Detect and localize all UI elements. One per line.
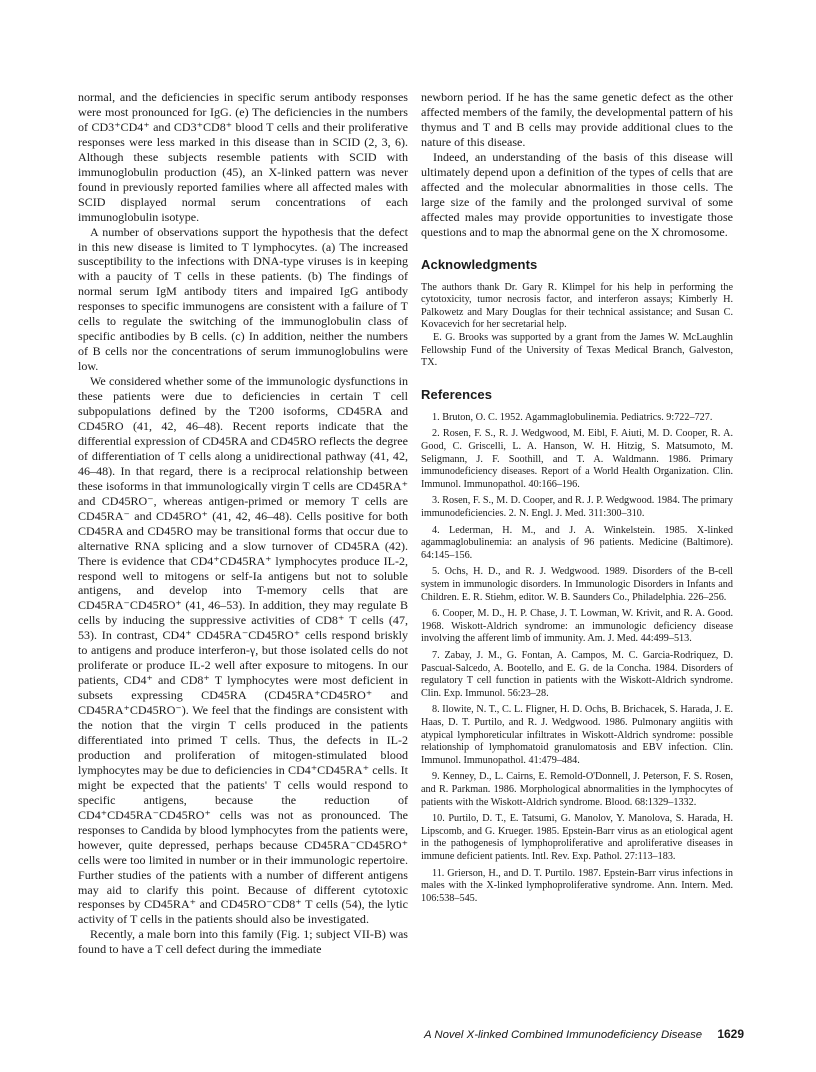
body-paragraph: normal, and the deficiencies in specific serum antibody responses were most pronounced for IgG. (e) The deficiencies in the numbers of CD3⁺CD4⁺ and CD3⁺CD8⁺ blood T cells and their proliferative responses were less marked in this disease than in SCID (2, 3, 6). Although these subjects resemble patients with SCID with immunoglobulin production (45), an X-linked pattern was never found in previously reported families where all affected males with SCID displayed normal serum concentrations of each immunoglobulin isotype. [78, 90, 408, 224]
reference-item: 1. Bruton, O. C. 1952. Agammaglobulinemia. Pediatrics. 9:722–727. [432, 411, 713, 423]
reference-item: 4. Lederman, H. M., and J. A. Winkelstein. 1985. X-linked agammaglobulinemia: an analysis of 96 patients. Medicine (Baltimore). 64:145–156. [421, 524, 733, 561]
reference-item: 8. Ilowite, N. T., C. L. Fligner, H. D. Ochs, B. Brichacek, S. Harada, J. E. Haas, D. T. Purtilo, and R. J. Wedgwood. 1986. Pulmonary angiitis with atypical lymphoreticular infiltrates in Wiskott-Aldrich syndrome: possible relationship of lymphomatoid granulomatosis and EBV infection. Clin. Immunol. Immunopathol. 41:479–484. [421, 704, 733, 766]
references-heading: References [421, 386, 493, 402]
running-title: A Novel X-linked Combined Immunodeficiency Disease [424, 1029, 703, 1041]
body-paragraph: Recently, a male born into this family (Fig. 1; subject VII-B) was found to have a T cell defect during the immediate [78, 927, 408, 957]
reference-item: 10. Purtilo, D. T., E. Tatsumi, G. Manolov, Y. Manolova, S. Harada, H. Lipscomb, and G. Krueger. 1985. Epstein-Barr virus as an etiological agent in the pathogenesis of lymphoproliferative and aproliferative diseases in immune deficient patients. Intl. Rev. Exp. Pathol. 27:113–183. [421, 813, 733, 862]
reference-item: 3. Rosen, F. S., M. D. Cooper, and R. J. P. Wedgwood. 1984. The primary immunodeficiencies. 2. N. Engl. J. Med. 311:300–310. [421, 495, 733, 519]
right-column [421, 90, 733, 909]
reference-item: 7. Zabay, J. M., G. Fontan, A. Campos, M. C. Garcia-Rodriquez, D. Pascual-Salcedo, A. Bootello, and E. G. de la Concha. 1984. Disorders of regulatory T cell function in patients with the Wiskott-Aldrich syndrome. Clin. Exp. Immunol. 56:23–28. [421, 650, 733, 699]
reference-item: 9. Kenney, D., L. Cairns, E. Remold-O'Donnell, J. Peterson, F. S. Rosen, and R. Parkman. 1986. Morphological abnormalities in the lymphocytes of patients with the Wiskott-Aldrich syndrome. Blood. 68:1329–1332. [421, 771, 733, 808]
body-paragraph: Indeed, an understanding of the basis of this disease will ultimately depend upon a definition of the types of cells that are affected and the molecular abnormalities in those cells. The large size of the family and the prolonged survival of some affected males may provide opportunities to investigate those questions and to map the abnormal gene on the X chromosome. [421, 149, 733, 239]
reference-item: 5. Ochs, H. D., and R. J. Wedgwood. 1989. Disorders of the B-cell system in immunologic disorders. In Immunologic Disorders in Infants and Children. E. R. Stiehm, editor. W. B. Saunders Co., Philadelphia. 226–256. [421, 566, 733, 603]
body-paragraph: newborn period. If he has the same genetic defect as the other affected members of the family, the developmental pattern of his thymus and T and B cells may provide additional clues to the nature of this disease. [421, 90, 733, 149]
body-paragraph: A number of observations support the hypothesis that the defect in this new disease is limited to T lymphocytes. (a) The increased susceptibility to the infections with DNA-type viruses is in keeping with a paucity of T cells in these patients. (b) The findings of normal serum IgM antibody titers and impaired IgG antibody responses to specific immunogens are consistent with a failure of T cells to regulate the switching of the immunoglobulin class of specific antibodies by B cells. (c) In addition, neither the numbers of B cells nor the concentrations of serum immunoglobulins were low. [78, 224, 408, 374]
reference-item: 6. Cooper, M. D., H. P. Chase, J. T. Lowman, W. Krivit, and R. A. Good. 1968. Wiskott-Aldrich syndrome: an immunologic deficiency disease involving the afferent limb of immunity. Am. J. Med. 44:499–513. [421, 608, 733, 645]
page-number: 1629 [717, 1027, 745, 1041]
reference-list [421, 412, 733, 906]
acknowledgment-paragraph: E. G. Brooks was supported by a grant from the James W. McLaughlin Fellowship Fund of the University of Texas Medical Branch, Galveston, TX. [421, 331, 733, 369]
reference-item: 11. Grierson, H., and D. T. Purtilo. 1987. Epstein-Barr virus infections in males with the X-linked lymphoproliferative syndrome. Ann. Intern. Med. 106:538–545. [421, 867, 733, 904]
reference-item: 2. Rosen, F. S., R. J. Wedgwood, M. Eibl, F. Aiuti, M. D. Cooper, R. A. Good, C. Griscelli, L. A. Hanson, W. H. Hitzig, S. Matsumoto, M. Seligmann, J. F. Soothill, and T. A. Waldmann. 1986. Primary immunodeficiency diseases. Report of a World Health Organization. Clin. Immunol. Immunopathol. 40:166–196. [421, 428, 733, 490]
acknowledgment-paragraph: The authors thank Dr. Gary R. Klimpel for his help in performing the cytotoxicity, tumor necrosis factor, and interferon assays; Kimberly H. Palkowetz and Mary Douglas for their technical assistance; and Susan C. Kovacevich for her secretarial help. [421, 281, 733, 331]
left-column [78, 90, 408, 957]
acknowledgments-section [421, 282, 733, 370]
page-footer [424, 1027, 745, 1041]
acknowledgments-heading: Acknowledgments [421, 256, 538, 272]
body-paragraph: We considered whether some of the immunologic dysfunctions in these patients were due to deficiencies in certain T cell subpopulations defined by the T200 isoforms, CD45RA and CD45RO (41, 42, 46–48). Recent reports indicate that the differential expression of CD45RA and CD45RO reflects the degree of differentiation of T cells along a unidirectional pathway (41, 42, 46–48). In that regard, there is a reciprocal relationship between these isoforms in that immunologically virgin T cells are CD45RA⁺ and CD45RO⁻, whereas antigen-primed or memory T cells are CD45RA⁻ and CD45RO⁺ (41, 42, 46–48). Cells positive for both CD45RA and CD45RO may be transitional forms that occur due to alternative RNA splicing and a slow turnover of CD45RA (42). There is evidence that CD4⁺CD45RA⁺ lymphocytes produce IL-2, respond well to mitogens or self-Ia antigens but not to soluble antigens, and develop into T-memory cells that are CD45RA⁻CD45RO⁺ (41, 46–53). In addition, they may regulate B cells by inducing the suppressive activities of CD8⁺ T cells (47, 53). In contrast, CD4⁺ CD45RA⁻CD45RO⁺ cells respond briskly to antigens and produce interferon-γ, but those isolated cells do not proliferate or produce IL-2 well after exposure to mitogens. In our patients, CD4⁺ and CD8⁺ T lymphocytes were most deficient in subsets expressing CD45RA (CD45RA⁺CD45RO⁺ and CD45RA⁺CD45RO⁻). We feel that the findings are consistent with the notion that the virgin T cells produced in the patients differentiated into primed T cells. Thus, the defects in IL-2 production and proliferation of mitogen-stimulated blood lymphocytes may be due to deficiencies in CD4⁺CD45RA⁺ cells. It might be expected that the patients' T cells would respond to specific antigens, because the reduction of CD4⁺CD45RA⁻CD45RO⁺ cells was not as pronounced. The responses to Candida by blood lymphocytes from the patients were, however, quite depressed, perhaps because CD45RA⁻CD45RO⁺ cells were too limited in number or in their immunologic repertoire. Further studies of the patients with a number of different antigens may aid to clarify this point. Because of different cytotoxic responses by CD45RA⁺ and CD45RO⁻CD8⁺ T cells (54), the lytic activity of T cells in the patients should also be investigated. [78, 374, 408, 927]
